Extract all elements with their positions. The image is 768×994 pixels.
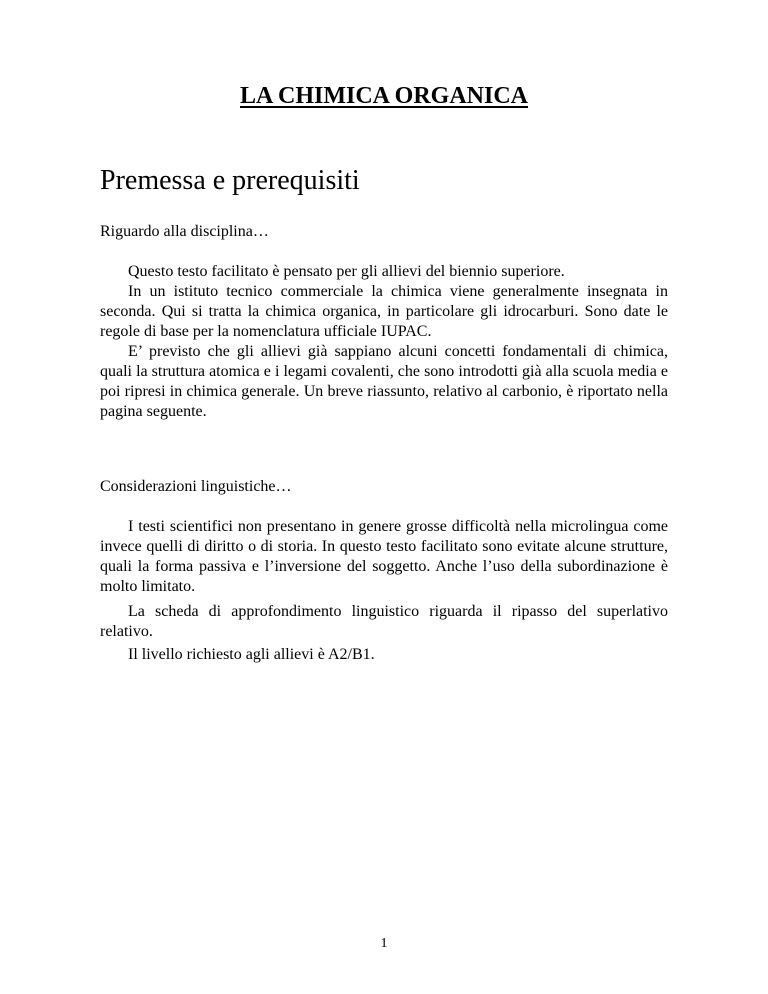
paragraph: I testi scientifici non presentano in genere grosse difficoltà nella microlingua come invece quelli di diritto o di storia. In questo testo facilitato sono evitate alcune strutture, quali la forma passiva e l’inversione del soggetto. Anche l’uso della subordinazione è molto limitato. [100, 518, 668, 595]
page-title: LA CHIMICA ORGANICA [239, 83, 529, 109]
discipline-subheading: Riguardo alla disciplina… [100, 223, 269, 240]
linguistic-paragraph-1-block [100, 517, 668, 597]
linguistic-paragraph-2-block [100, 602, 668, 642]
discipline-paragraphs [100, 262, 668, 422]
paragraph: In un istituto tecnico commerciale la chimica viene generalmente insegnata in seconda. Qui si tratta la chimica organica, in particolare gli idrocarburi. Sono date le regole di base per la nomenclatura ufficiale IUPAC. [100, 283, 668, 340]
section-heading: Premessa e prerequisiti [100, 165, 360, 196]
linguistic-subheading: Considerazioni linguistiche… [100, 478, 292, 495]
paragraph: La scheda di approfondimento linguistico riguarda il ripasso del superlativo relativo. [100, 603, 668, 640]
paragraph: Questo testo facilitato è pensato per gli allievi del biennio superiore. [128, 263, 565, 280]
linguistic-paragraph-3-block [100, 645, 668, 665]
paragraph: E’ previsto che gli allievi già sappiano alcuni concetti fondamentali di chimica, quali la struttura atomica e i legami covalenti, che sono introdotti già alla scuola media e poi ripresi in chimica generale. Un breve riassunto, relativo al carbonio, è riportato nella pagina seguente. [100, 343, 668, 420]
page-number: 1 [380, 936, 388, 951]
paragraph: Il livello richiesto agli allievi è A2/B1. [128, 646, 375, 663]
